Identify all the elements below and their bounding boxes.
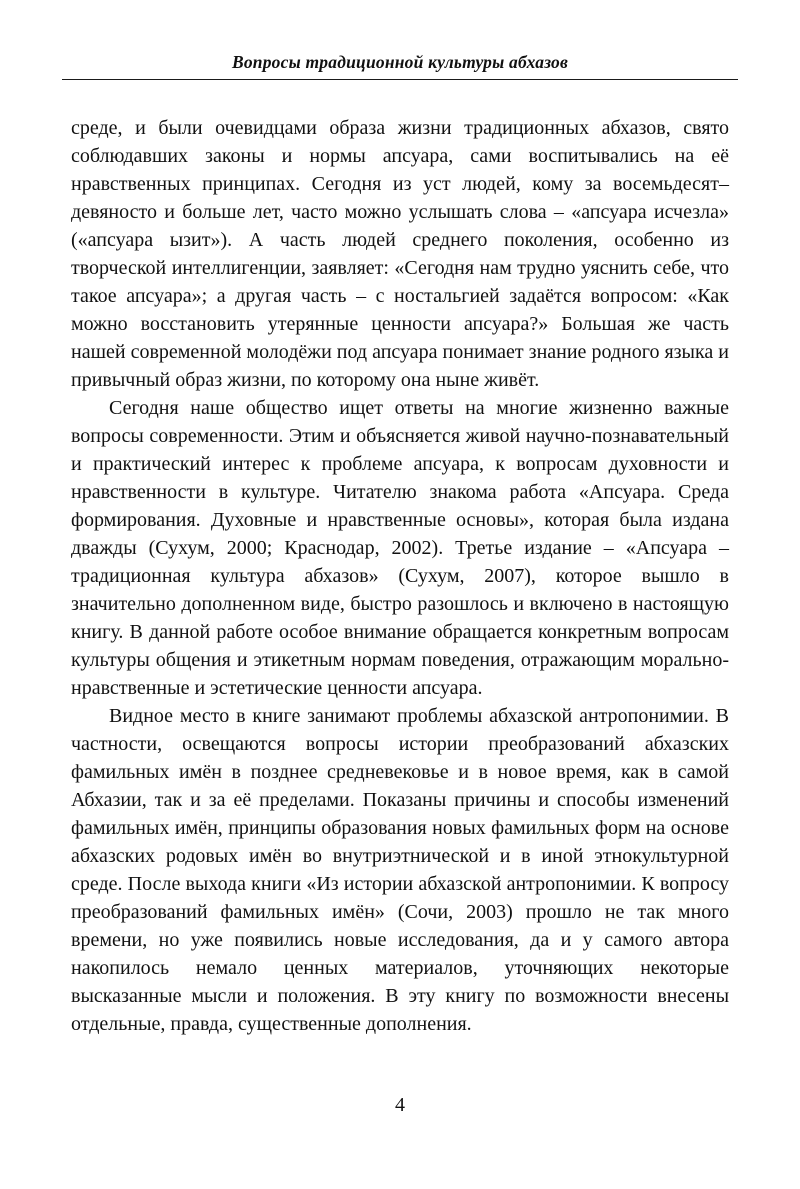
page-footer xyxy=(0,1094,800,1117)
paragraph: Сегодня наше общество ищет ответы на многие жизненно важные вопросы современности. Этим и объясняется живой научно-познавательный и практический интерес к проблеме апсуара, к вопросам духовности и нравственности в культуре. Читателю знакома работа «Апсуара. Среда формирования. Духовные и нравственные основы», которая была издана дважды (Сухум, 2000; Краснодар, 2002). Третье издание – «Апсуара – традиционная культура абхазов» (Сухум, 2007), которое вышло в значительно дополненном виде, быстро разошлось и включено в настоящую книгу. В данной работе особое внимание обращается конкретным вопросам культуры общения и этикетным нормам поведения, отражающим морально-нравственные и эстетические ценности апсуара. xyxy=(71,397,729,699)
paragraph: Видное место в книге занимают проблемы абхазской антропонимии. В частности, освещаются вопросы истории преобразований абхазских фамильных имён в позднее средневековье и в новое время, как в самой Абхазии, так и за её пределами. Показаны причины и способы изменений фамильных имён, принципы образования новых фамильных форм на основе абхазских родовых имён во внутриэтнической и в иной этнокультурной среде. После выхода книги «Из истории абхазской антропонимии. К вопросу преобразований фамильных имён» (Сочи, 2003) прошло не так много времени, но уже появились новые исследования, да и у самого автора накопилось немало ценных материалов, уточняющих некоторые высказанные мысли и положения. В эту книгу по возможности внесены отдельные, правда, существенные дополнения. xyxy=(71,705,729,1035)
page-body xyxy=(62,114,738,1038)
paragraph: среде, и были очевидцами образа жизни традиционных абхазов, свято соблюдавших законы и нормы апсуара, сами воспитывались на её нравственных принципах. Сегодня из уст людей, кому за восемьдесят–девяносто и больше лет, часто можно услышать слова – «апсуара исчезла» («апсуара ызит»). А часть людей среднего поколения, особенно из творческой интеллигенции, заявляет: «Сегодня нам трудно уяснить себе, что такое апсуара»; а другая часть – с ностальгией задаётся вопросом: «Как можно восстановить утерянные ценности апсуара?» Большая же часть нашей современной молодёжи под апсуара понимает знание родного языка и привычный образ жизни, по которому она ныне живёт. xyxy=(71,117,729,391)
running-head-title: Вопросы традиционной культуры абхазов xyxy=(231,52,569,72)
running-head xyxy=(62,52,738,80)
page-number: 4 xyxy=(395,1094,405,1116)
